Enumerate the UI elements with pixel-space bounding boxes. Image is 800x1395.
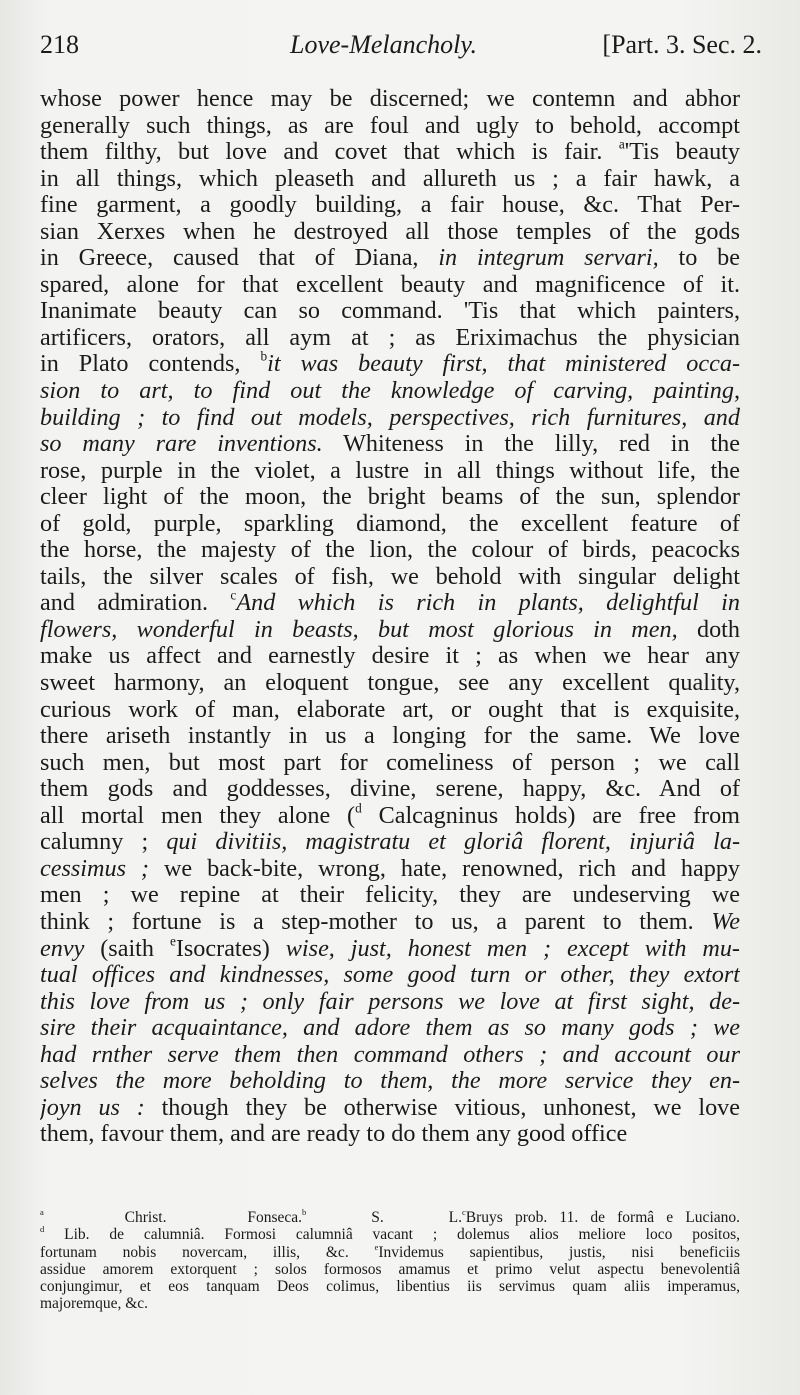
running-title: Love-Melancholy. bbox=[290, 30, 477, 59]
italic-text: wise, just, honest men ; except with mu- bbox=[285, 935, 740, 962]
footnote-line bbox=[40, 1244, 740, 1261]
text-run: and admiration. bbox=[40, 590, 231, 617]
text-run: Lib. de calumniâ. Formosi calumniâ vacant ; dolemus alios meliore loco positos, bbox=[44, 1226, 740, 1244]
text-run: make us affect and earnestly desire it ; as when we hear any bbox=[40, 643, 740, 670]
body-line bbox=[40, 1095, 740, 1122]
italic-text: had rnther serve them then command others ; and account our bbox=[40, 1041, 740, 1068]
footnote-marker: c bbox=[230, 590, 237, 603]
footnote-marker: d bbox=[355, 802, 362, 816]
footnote-b: $^b$ S. L. bbox=[302, 1209, 463, 1226]
footnote-line bbox=[40, 1295, 740, 1312]
text-run: whose power hence may be discerned; we contemn and abhor bbox=[40, 86, 740, 112]
body-line bbox=[40, 272, 740, 299]
body-line bbox=[40, 936, 740, 963]
text-run: majoremque, &c. bbox=[40, 1295, 149, 1313]
text-run: calumny ; bbox=[40, 829, 167, 856]
body-line bbox=[40, 1121, 740, 1148]
body-text bbox=[40, 86, 740, 1148]
text-run: assidue amorem extorquent ; solos formosos amamus et primo velut aspectu benevolentiâ bbox=[40, 1260, 740, 1278]
text-run: all mortal men they alone ( bbox=[40, 802, 356, 829]
italic-text: in integrum servari, bbox=[438, 245, 659, 272]
body-line bbox=[40, 298, 740, 325]
body-line bbox=[40, 431, 740, 458]
italic-text: it was beauty first, that ministered occa- bbox=[267, 351, 740, 378]
text-run: in Plato contends, bbox=[40, 351, 261, 378]
body-line bbox=[40, 564, 740, 591]
italic-text: flowers, wonderful in beasts, but most glorious in men, bbox=[40, 616, 678, 643]
body-line bbox=[40, 166, 740, 193]
text-run: there ariseth instantly in us a longing for the same. We love bbox=[40, 723, 740, 750]
footnote-line bbox=[40, 1278, 740, 1295]
italic-text: selves the more beholding to them, the more service they en- bbox=[40, 1068, 740, 1095]
text-run: rose, purple in the violet, a lustre in all things without life, the bbox=[40, 457, 740, 484]
text-run: the horse, the majesty of the lion, the colour of birds, peacocks bbox=[40, 537, 740, 564]
body-line bbox=[40, 909, 740, 936]
italic-text: this love from us ; only fair persons we love at first sight, de- bbox=[40, 988, 740, 1015]
footnote-a: $^a$ Christ. Fonseca. bbox=[40, 1209, 302, 1226]
text-run: them, favour them, and are ready to do them any good office bbox=[40, 1121, 628, 1148]
italic-text: qui divitiis, magistratu et gloriâ florent, injuriâ la- bbox=[166, 829, 740, 856]
text-run: doth bbox=[677, 616, 740, 643]
footnote-line bbox=[40, 1209, 740, 1226]
body-line bbox=[40, 962, 740, 989]
footnote-marker: e bbox=[374, 1243, 379, 1252]
body-line bbox=[40, 643, 740, 670]
italic-text: building ; to find out models, perspectives, rich furnitures, and bbox=[40, 404, 740, 431]
running-header bbox=[40, 30, 762, 70]
page-number: 218 bbox=[40, 30, 79, 59]
body-line bbox=[40, 670, 740, 697]
text-run: curious work of man, elaborate art, or ought that is exquisite, bbox=[40, 696, 740, 723]
body-line bbox=[40, 378, 740, 405]
body-line bbox=[40, 697, 740, 724]
body-line bbox=[40, 86, 740, 113]
body-line bbox=[40, 484, 740, 511]
text-run: Invidemus sapientibus, justis, nisi beneficiis bbox=[378, 1243, 740, 1261]
body-line bbox=[40, 829, 740, 856]
italic-text: envy bbox=[40, 935, 85, 962]
italic-text: so many rare inventions. bbox=[40, 431, 323, 458]
body-line bbox=[40, 405, 740, 432]
body-line bbox=[40, 882, 740, 909]
text-run: think ; fortune is a step-mother to us, a parent to them. bbox=[40, 908, 712, 935]
footnote-marker: d bbox=[40, 1226, 45, 1235]
text-run: Inanimate beauty can so command. 'Tis that which painters, bbox=[40, 298, 740, 325]
footnotes bbox=[40, 1209, 740, 1313]
text-run: men ; we repine at their felicity, they are undeserving we bbox=[40, 882, 740, 909]
text-run: cleer light of the moon, the bright beams of the sun, splendor bbox=[40, 484, 740, 511]
italic-text: joyn us : bbox=[40, 1094, 145, 1121]
text-run: sian Xerxes when he destroyed all those temples of the gods bbox=[40, 218, 740, 245]
body-line bbox=[40, 113, 740, 140]
text-run: conjungimur, et eos tanquam Deos colimus, libentius iis servimus quam aliis imperamus, bbox=[40, 1278, 740, 1296]
text-run: them gods and goddesses, divine, serene, happy, &c. And of bbox=[40, 776, 740, 803]
italic-text: tual offices and kindnesses, some good turn or other, they extort bbox=[40, 962, 740, 989]
text-run: though they be otherwise vitious, unhonest, we love bbox=[144, 1094, 740, 1121]
body-line bbox=[40, 139, 740, 166]
body-line bbox=[40, 617, 740, 644]
body-line bbox=[40, 856, 740, 883]
text-run: (saith bbox=[84, 935, 170, 962]
italic-text: cessimus ; bbox=[40, 855, 149, 882]
body-line bbox=[40, 590, 740, 617]
text-run: 'Tis beauty bbox=[624, 139, 740, 166]
text-run: fine garment, a goodly building, a fair house, &c. That Per- bbox=[40, 192, 740, 219]
body-line bbox=[40, 219, 740, 246]
footnote-line bbox=[40, 1261, 740, 1278]
text-run: spared, alone for that excellent beauty and magnificence of it. bbox=[40, 271, 740, 298]
italic-text: And which is rich in plants, delightful in bbox=[236, 590, 740, 617]
body-line bbox=[40, 750, 740, 777]
text-run: in Greece, caused that of Diana, bbox=[40, 245, 439, 272]
body-line bbox=[40, 989, 740, 1016]
text-run: we back-bite, wrong, hate, renowned, rich and happy bbox=[149, 855, 740, 882]
text-run: Calcagninus holds) are free from bbox=[361, 802, 740, 829]
body-line bbox=[40, 245, 740, 272]
body-line bbox=[40, 1068, 740, 1095]
italic-text: sire their acquaintance, and adore them as so many gods ; we bbox=[40, 1015, 740, 1042]
body-line bbox=[40, 351, 740, 378]
text-run: sweet harmony, an eloquent tongue, see any excellent quality, bbox=[40, 670, 740, 697]
text-run: to be bbox=[658, 245, 740, 272]
footnote-c: $^c$Bruys prob. 11. de formâ e Luciano. bbox=[462, 1209, 740, 1226]
body-line bbox=[40, 537, 740, 564]
text-run: in all things, which pleaseth and allureth us ; a fair hawk, a bbox=[40, 165, 740, 192]
text-run: of gold, purple, sparkling diamond, the excellent feature of bbox=[40, 510, 740, 537]
section-label: [Part. 3. Sec. 2. bbox=[602, 30, 762, 59]
footnote-marker: b bbox=[260, 351, 268, 364]
footnote-continuation bbox=[40, 1226, 740, 1312]
body-line bbox=[40, 723, 740, 750]
italic-text: We bbox=[711, 908, 740, 935]
footnote-marker: e bbox=[169, 935, 176, 948]
text-run: them filthy, but love and covet that which is fair. bbox=[40, 139, 619, 166]
text-run: fortunam nobis novercam, illis, &c. bbox=[40, 1243, 375, 1261]
footnote-marker: a bbox=[618, 139, 625, 152]
body-line bbox=[40, 776, 740, 803]
text-run: such men, but most part for comeliness of person ; we call bbox=[40, 749, 740, 776]
body-line bbox=[40, 511, 740, 538]
body-line bbox=[40, 192, 740, 219]
body-line bbox=[40, 325, 740, 352]
text-run: tails, the silver scales of fish, we behold with singular delight bbox=[40, 563, 740, 590]
body-line bbox=[40, 458, 740, 485]
footnote-line bbox=[40, 1226, 740, 1243]
body-line bbox=[40, 1042, 740, 1069]
text-run: Isocrates) bbox=[175, 935, 286, 962]
text-run: generally such things, as are foul and ugly to behold, accompt bbox=[40, 112, 740, 139]
body-line bbox=[40, 803, 740, 830]
body-line bbox=[40, 1015, 740, 1042]
text-run: Whiteness in the lilly, red in the bbox=[322, 431, 740, 458]
text-run: artificers, orators, all aym at ; as Eriximachus the physician bbox=[40, 324, 740, 351]
italic-text: sion to art, to find out the knowledge of carving, painting, bbox=[40, 378, 740, 405]
